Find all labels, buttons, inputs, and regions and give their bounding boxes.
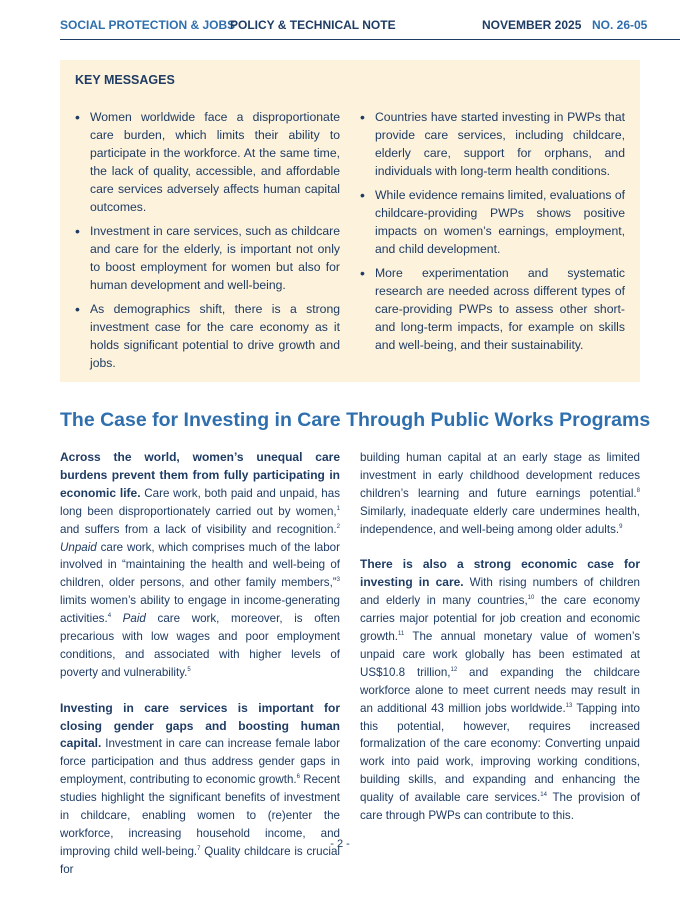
running-header (60, 0, 680, 40)
key-message-item: • Countries have started investing in PWPs that provide care services, including childcare, elderly care, support for orphans, and individuals with long-term health conditions. (360, 108, 625, 180)
footnote-ref: 3 (336, 577, 340, 584)
footnote-ref: 11 (398, 631, 405, 638)
article-column-right (360, 449, 640, 843)
footnote-ref: 14 (540, 792, 547, 799)
key-message-item: • Investment in care services, such as childcare and care for the elderly, is important not only to boost employment for women but also for human development and well-being. (75, 222, 340, 294)
key-messages-left-column (75, 108, 340, 378)
key-message-item: • Women worldwide face a disproportionate care burden, which limits their ability to participate in the workforce. At the same time, the lack of quality, accessible, and affordable care services adversely affects human capital outcomes. (75, 108, 340, 217)
key-message-item: • While evidence remains limited, evaluations of childcare-providing PWPs shows positive impacts on women’s earnings, employment, and child development. (360, 186, 625, 258)
footnote-ref: 13 (565, 702, 573, 709)
header-number: NO. 26-05 (592, 18, 648, 32)
article-title: The Case for Investing in Care Through Public Works Programs (60, 409, 651, 431)
footnote-ref: 5 (187, 667, 191, 674)
header-doc-type: POLICY & TECHNICAL NOTE (230, 18, 396, 32)
header-section: SOCIAL PROTECTION & JOBS (60, 18, 236, 32)
paragraph-lead: There is also a strong economic case for investing in care. (360, 557, 640, 590)
paragraph-lead: Investing in care services is important for closing gender gaps and boosting human capital. (60, 700, 340, 751)
footnote-ref: 12 (450, 667, 458, 673)
key-messages-right-column (360, 108, 625, 360)
key-messages-box (60, 60, 640, 382)
footnote-ref: 8 (636, 487, 640, 494)
key-message-item: • As demographics shift, there is a strong investment case for the care economy as it holds significant potential to drive growth and jobs. (75, 300, 340, 372)
footnote-ref: 6 (296, 774, 300, 781)
footnote-ref: 1 (336, 505, 340, 512)
article-column-left (60, 449, 340, 897)
emphasis: Unpaid (60, 540, 97, 554)
key-messages-left-list (75, 108, 340, 372)
footnote-ref: 10 (527, 595, 535, 602)
paragraph-investing-in-care-part-2: building human capital at an early stage as limited investment in early childhood development reduces children’s learning and future earnings potential.$^8$ Similarly, inadequate elderly care undermines health, independence, and well-being among older adults.$^9$ (360, 451, 640, 536)
key-message-item: • More experimentation and systematic research are needed across different types of care-providing PWPs to assess other short- and long-term impacts, for example on skills and well-being, and their sustainability. (360, 264, 625, 354)
footnote-ref: 2 (336, 523, 340, 530)
footnote-ref: 9 (619, 523, 623, 530)
paragraph-investing-in-care-part-1: Investing in care services is important for closing gender gaps and boosting human capital. Investment in care can increase female labor force participation and thus address gender gaps in employment, contributing to economic growth.$^6$ Recent studies highlight the significant benefits of investment in childcare, enabling women to (re)enter the workforce, increasing household income, and improving child well-being.$^7$ Quality childcare is crucial for (60, 700, 341, 876)
footnote-ref: 4 (107, 613, 112, 620)
emphasis: Paid (122, 612, 146, 626)
paragraph-care-burdens: Across the world, women’s unequal care burdens prevent them from fully participating in economic life. Care work, both paid and unpaid, has long been disproportionately carried out by women,$^1$ and suffers from a lack of visibility and recognition.$^2$ Unpaid care work, which comprises much of the labor involved in “maintaining the health and well-being of children, older persons, and other family members,”$^3$ limits women’s ability to engage in income-generating activities.$^4$ Paid care work, moreover, is often precarious with low wages and poor employment conditions, and associated with higher levels of poverty and vulnerability.$^5$ (60, 450, 340, 679)
header-date: NOVEMBER 2025 (482, 18, 582, 32)
footnote-ref: 7 (197, 846, 201, 853)
paragraph-lead: Across the world, women’s unequal care burdens prevent them from fully participating in economic life. (60, 450, 340, 500)
page-number: - 2 - (330, 838, 350, 850)
paragraph-economic-case: There is also a strong economic case for investing in care. With rising numbers of children and elderly in many countries,$^{10}$ the care economy carries major potential for job creation and economic growth.$^{11}$ The annual monetary value of women’s unpaid care work globally has been estimated at US$10.8 trillion,$^{12}$ and expanding the childcare workforce alone to meet current needs may result in an additional 43 million jobs worldwide.$^{13}$ Tapping into this potential, however, requires increased formalization of the care economy: Converting unpaid work into paid work, improving working conditions, building skills, and expanding and enhancing the quality of available care services.$^{14}$ The provision of care through PWPs can contribute to this. (360, 557, 641, 823)
key-messages-right-list (360, 108, 625, 354)
key-messages-title: KEY MESSAGES (75, 73, 175, 87)
